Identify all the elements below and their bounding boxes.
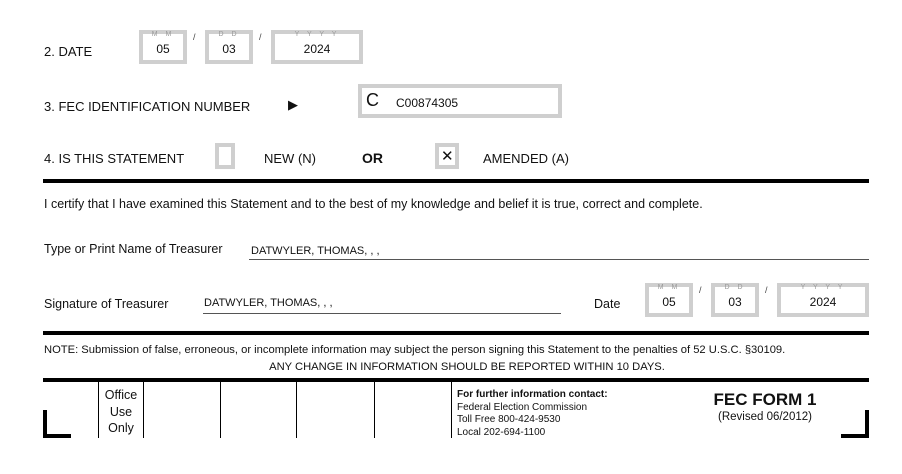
new-label: NEW (N) <box>264 151 316 166</box>
office-use-cell-divider <box>143 382 144 438</box>
signature-month-field[interactable] <box>645 283 693 317</box>
contact-line: Local 202-694-1100 <box>457 426 546 438</box>
day-hint: D D <box>218 31 240 38</box>
or-label: OR <box>362 150 383 166</box>
signature-label: Signature of Treasurer <box>44 297 169 311</box>
contact-info <box>457 389 608 439</box>
date-separator: / <box>765 285 768 295</box>
year-hint: Y Y Y Y <box>294 31 340 38</box>
date-month-field[interactable] <box>139 30 187 64</box>
contact-line: Toll Free 800-424-9530 <box>457 414 561 425</box>
office-use-cell-divider <box>220 382 221 438</box>
date-separator: / <box>193 32 196 42</box>
office-use-cell-divider <box>451 382 452 438</box>
contact-line: Federal Election Commission <box>457 401 588 413</box>
check-x-icon: ✕ <box>441 148 454 165</box>
section-divider <box>43 378 869 382</box>
statement-label: 4. IS THIS STATEMENT <box>44 151 185 166</box>
fec-id-value: C00874305 <box>396 96 459 110</box>
signature-year-value: 2024 <box>809 295 837 309</box>
note-line-1: NOTE: Submission of false, erroneous, or incomplete information may subject the person signing this Statement to the penalties of 52 U.S.C. §30109. <box>44 344 786 356</box>
office-use-line: Use <box>109 404 133 419</box>
note-line-2: ANY CHANGE IN INFORMATION SHOULD BE REPORTED WITHIN 10 DAYS. <box>269 361 665 373</box>
signature-line <box>203 313 561 314</box>
month-hint: M M <box>657 284 681 291</box>
office-use-line: Only <box>108 421 134 435</box>
signature-day-value: 03 <box>728 295 742 309</box>
date-year-field[interactable] <box>271 30 363 64</box>
date-label: 2. DATE <box>44 44 93 59</box>
treasurer-name-line <box>249 259 869 260</box>
arrow-right-icon: ▶ <box>288 97 298 112</box>
date-day-value: 03 <box>222 42 236 56</box>
section-divider <box>43 179 869 183</box>
fec-id-field[interactable] <box>358 84 562 118</box>
amended-label: AMENDED (A) <box>483 151 569 166</box>
fec-id-label: 3. FEC IDENTIFICATION NUMBER <box>44 99 251 114</box>
new-checkbox[interactable] <box>215 143 235 169</box>
certification-text: I certify that I have examined this Statement and to the best of my knowledge and belief it is true, correct and complete. <box>44 197 703 211</box>
form-revised: (Revised 06/2012) <box>718 411 812 423</box>
date-month-value: 05 <box>156 42 170 56</box>
section-divider <box>43 331 869 335</box>
office-use-line: Office <box>104 388 138 402</box>
form-title: FEC FORM 1 <box>713 390 817 409</box>
month-hint: M M <box>151 31 175 38</box>
signature-day-field[interactable] <box>711 283 759 317</box>
signature-date-label: Date <box>594 297 621 311</box>
day-hint: D D <box>724 284 746 291</box>
amended-checkbox[interactable] <box>435 143 459 169</box>
date-separator: / <box>259 32 262 42</box>
year-hint: Y Y Y Y <box>800 284 846 291</box>
date-day-field[interactable] <box>205 30 253 64</box>
treasurer-name-value[interactable]: DATWYLER, THOMAS, , , <box>251 245 380 257</box>
contact-title: For further information contact: <box>457 389 608 400</box>
corner-mark-left-base <box>43 434 71 438</box>
date-year-value: 2024 <box>303 42 331 56</box>
office-use-cell-divider <box>296 382 297 438</box>
treasurer-name-label: Type or Print Name of Treasurer <box>44 242 223 256</box>
office-use-label <box>99 387 143 437</box>
corner-mark-right-base <box>841 434 869 438</box>
signature-value[interactable]: DATWYLER, THOMAS, , , <box>204 297 333 309</box>
fec-id-prefix: C <box>366 90 379 110</box>
office-use-cell-divider <box>374 382 375 438</box>
signature-month-value: 05 <box>662 295 676 309</box>
signature-year-field[interactable] <box>777 283 869 317</box>
date-separator: / <box>699 285 702 295</box>
